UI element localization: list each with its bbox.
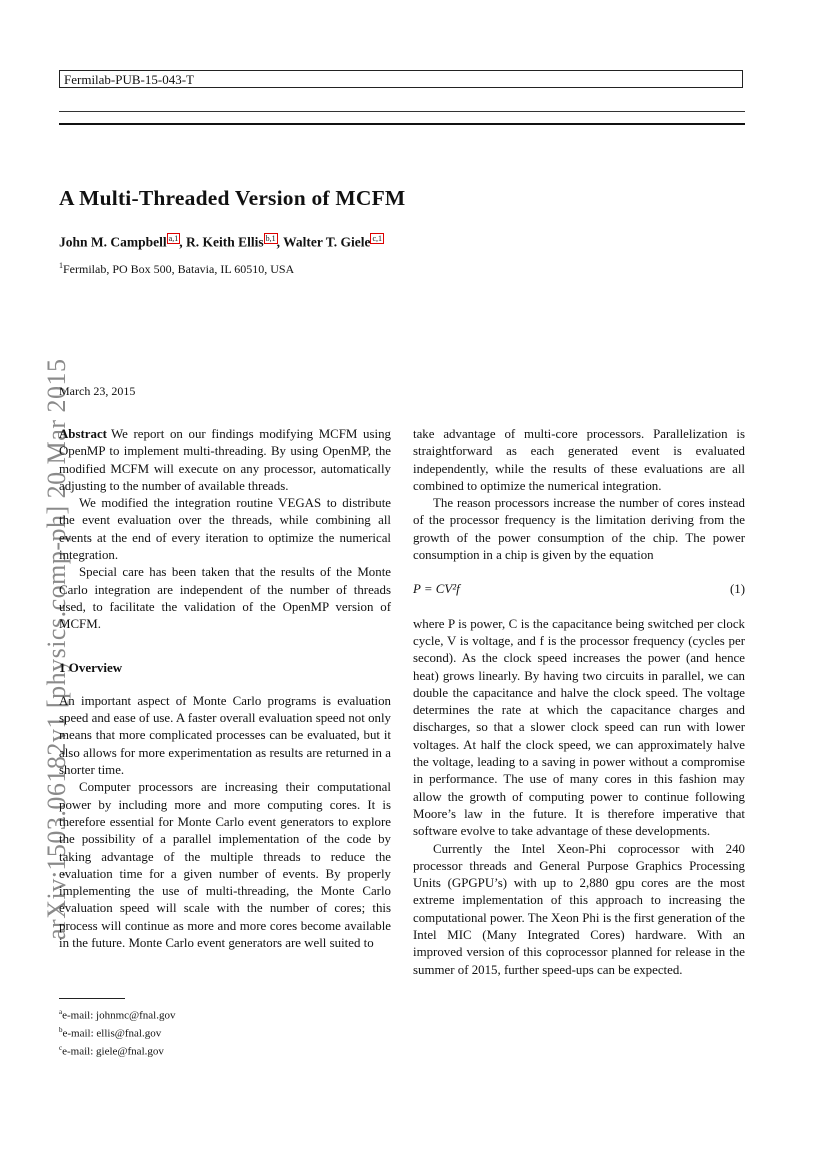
body-paragraph: The reason processors increase the number of cores instead of the processor frequency is the limitation deriving from the growth of the power consumption of the chip. The power consumption in a chip is given by the equation [413,496,745,563]
footnote-email[interactable]: e-mail: giele@fnal.gov [62,1045,164,1058]
author-footnote-link[interactable]: a,1 [168,234,179,243]
paper-date: March 23, 2015 [59,384,136,398]
affiliation-text: Fermilab, PO Box 500, Batavia, IL 60510, USA [63,262,295,276]
footnote-email[interactable]: e-mail: johnmc@fnal.gov [62,1009,176,1022]
right-column [413,426,745,979]
footnote-mark: c [59,1044,63,1053]
left-column [59,426,391,952]
affiliation [59,261,294,277]
equation [413,581,745,598]
abstract-paragraph: We modified the integration routine VEGAS to distribute the event evaluation over the threads, while combining all events at the end of every iteration to optimize the numerical integration. [59,496,391,563]
footnotes [59,998,391,1059]
equation-formula: P = CV²f [413,582,460,597]
section-heading: 1 Overview [59,659,123,675]
report-number-box [59,70,743,88]
author-name: R. Keith Ellis [185,234,264,250]
abstract-paragraph: Special care has been taken that the results of the Monte Carlo integration are independent of the number of threads used, to facilitate the validation of the OpenMP version of MCFM. [59,565,391,632]
body-paragraph: An important aspect of Monte Carlo programs is evaluation speed and ease of use. A faster overall evaluation speed not only means that more complicated processes can be evaluated, but it also allows for more experimentation as results are returned in a shorter time. [59,693,391,778]
header-rule-thin [59,111,745,112]
footnote-email[interactable]: e-mail: ellis@fnal.gov [62,1027,162,1040]
paper-title: A Multi-Threaded Version of MCFM [59,186,406,210]
abstract-paragraph [59,426,391,495]
body-paragraph: take advantage of multi-core processors. Parallelization is straightforward as each generated event is evaluated independently, while the results of these evaluations are all combined to optimize the numerical integration. [413,427,745,493]
body-paragraph: where P is power, C is the capacitance being switched per clock cycle, V is voltage, and f is the processor frequency (cycles per second). As the clock speed increases the power (and hence heat) grows linearly. By having two circuits in parallel, we can double the capacitance and halve the clock speed. The voltage determines the rate at which the capacitance charges and discharges, so that a slower clock speed can run with lower voltages. At half the clock speed, we can approximately halve the voltage, leading to a saving in power without a compromise in performance. The use of many cores in this fashion may allow the growth of computing power to continue following Moore’s law in the future. It is therefore imperative that software evolve to take advantage of these developments. [413,616,745,839]
author-list: John M. Campbell $^{a,1}$, R. Keith Ellis $^{b,1}$, Walter T. Giele $^{c,1}$ [59,234,383,250]
author-name: Walter T. Giele [283,234,371,250]
author-name: John M. Campbell [59,234,167,250]
abstract-text: We report on our findings modifying MCFM using OpenMP to implement multi-threading. By using OpenMP, the modified MCFM will execute on any processor, automatically adjusting to the number of available threads. [59,427,391,493]
body-paragraph: Currently the Intel Xeon-Phi coprocessor with 240 processor threads and General Purpose Graphics Processing Units (GPGPU’s) with up to 2,880 gpu cores are the most extreme implementation of this approach to increasing the computational power. The Xeon Phi is the first generation of the Intel MIC (Many Integrated Cores) hardware. With an improved version of this coprocessor planned for release in the summer of 2015, further speed-ups can be expected. [413,841,745,977]
footnote-mark: b [59,1026,63,1035]
abstract-label: Abstract [59,427,107,441]
author-footnote-link[interactable]: c,1 [372,234,383,243]
equation-number: (1) [729,582,745,597]
arxiv-stamp: arXiv:1503.06182v1 [physics.comp-ph] 20 Mar 2015 [42,358,71,940]
footnote [59,1005,391,1023]
footnote [59,1041,391,1059]
affiliation-mark: 1 [59,261,63,270]
report-number: Fermilab-PUB-15-043-T [64,72,194,87]
footnote-mark: a [59,1008,63,1016]
body-paragraph: Computer processors are increasing their computational power by including more and more computing cores. It is therefore essential for Monte Carlo event generators to explore the possibility of a parallel implementation of the code by taking advantage of the multiple threads to reduce the evaluation time for a given number of events. By properly implementing the use of multi-threading, the Monte Carlo evaluation speed will scale with the number of cores; this process will continue as more and more cores become available in the future. Monte Carlo event generators are well suited to [59,780,391,951]
footnote-rule [59,998,125,999]
author-footnote-link[interactable]: b,1 [265,234,276,243]
footnote [59,1023,391,1041]
header-rule-thick [59,123,745,125]
